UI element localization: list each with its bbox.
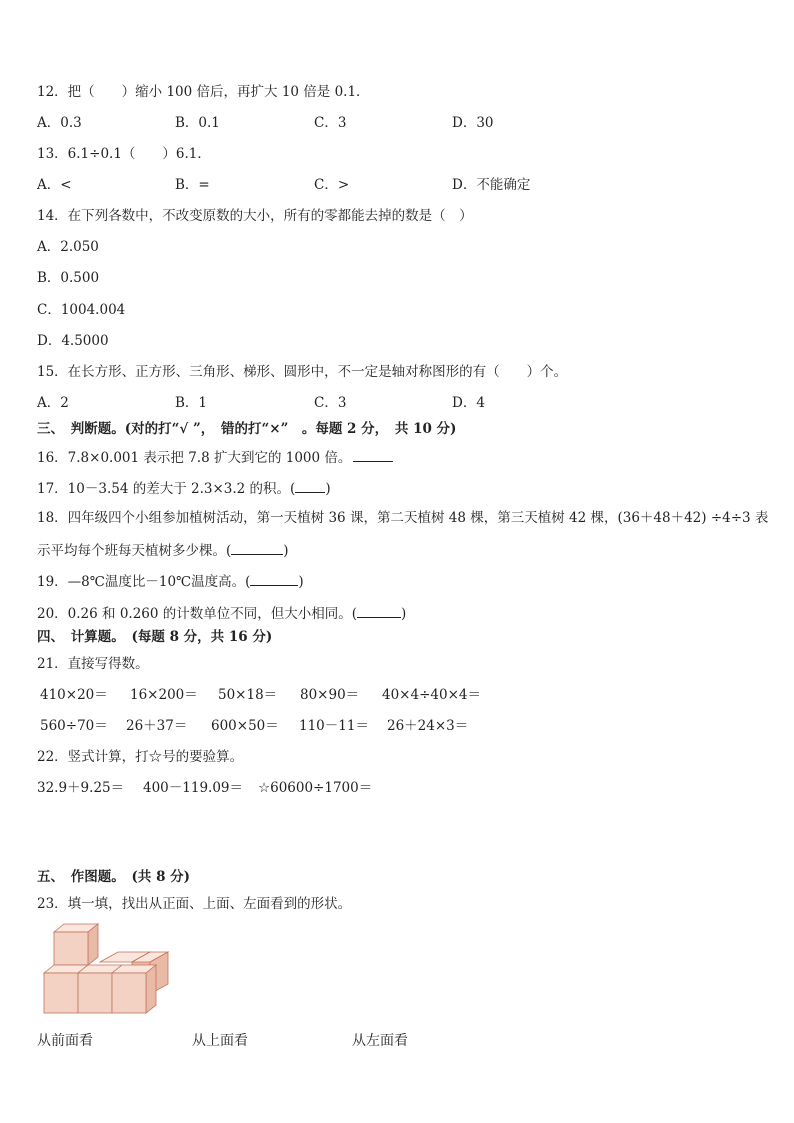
q15-option-a: A．2 bbox=[37, 395, 69, 411]
q21-item: 600×50＝ bbox=[211, 718, 279, 734]
q20-answer-blank[interactable] bbox=[357, 603, 401, 618]
q21-item: 560÷70＝ bbox=[40, 718, 108, 734]
q21-item: 26＋37＝ bbox=[126, 718, 188, 734]
q20-text bbox=[37, 603, 406, 623]
q22-item: 32.9＋9.25＝ bbox=[37, 780, 125, 796]
q12-option-b: B．0.1 bbox=[175, 115, 220, 131]
left-view-label: 从左面看 bbox=[352, 1033, 408, 1049]
q15-option-b: B．1 bbox=[175, 395, 208, 411]
q19-answer-blank[interactable] bbox=[250, 571, 298, 586]
q15-option-d: D．4 bbox=[452, 395, 485, 411]
q17-stem: 17．10－3.54 的差大于 2.3×3.2 的积。( bbox=[37, 481, 296, 497]
q18-line2: 示平均每个班每天植树多少棵。( bbox=[37, 543, 232, 559]
q13-option-b: B．= bbox=[175, 177, 210, 193]
q21-item: 110－11＝ bbox=[299, 718, 369, 734]
q14-stem: 14．在下列各数中，不改变原数的大小，所有的零都能去掉的数是（ ） bbox=[37, 208, 473, 224]
q12-stem: 12．把（ ）缩小 100 倍后，再扩大 10 倍是 0.1． bbox=[37, 84, 370, 100]
top-view-label: 从上面看 bbox=[192, 1033, 248, 1049]
q16-answer-blank[interactable] bbox=[353, 447, 393, 462]
q13-stem: 13．6.1÷0.1（ ）6.1． bbox=[37, 146, 211, 162]
front-view-label: 从前面看 bbox=[37, 1033, 93, 1049]
q16-stem: 16．7.8×0.001 表示把 7.8 扩大到它的 1000 倍。 bbox=[37, 450, 352, 466]
q14-option-a: A．2.050 bbox=[37, 239, 99, 255]
q18-close-paren: ) bbox=[283, 543, 289, 559]
q19-text bbox=[37, 571, 304, 591]
q16-text bbox=[37, 447, 393, 467]
q12-option-a: A．0.3 bbox=[37, 115, 82, 131]
q13-option-d: D．不能确定 bbox=[452, 177, 531, 193]
cube-figure bbox=[40, 922, 180, 1022]
q15-stem: 15．在长方形、正方形、三角形、梯形、圆形中，不一定是轴对称图形的有（ ）个。 bbox=[37, 364, 568, 380]
q20-stem: 20．0.26 和 0.260 的计数单位不同，但大小相同。( bbox=[37, 606, 358, 622]
q14-option-c: C．1004.004 bbox=[37, 302, 126, 318]
q15-option-c: C．3 bbox=[314, 395, 347, 411]
q21-item: 16×200＝ bbox=[130, 687, 198, 703]
q14-option-b: B．0.500 bbox=[37, 270, 100, 286]
q21-item: 50×18＝ bbox=[218, 687, 278, 703]
q13-option-c: C．> bbox=[314, 177, 350, 193]
q12-option-d: D．30 bbox=[452, 115, 494, 131]
q22-item: 400－119.09＝ bbox=[143, 780, 244, 796]
q21-item: 40×4÷40×4＝ bbox=[382, 687, 481, 703]
q21-item: 410×20＝ bbox=[40, 687, 108, 703]
q17-answer-blank[interactable] bbox=[295, 478, 325, 493]
q14-option-d: D．4.5000 bbox=[37, 333, 109, 349]
q17-text bbox=[37, 478, 331, 498]
q12-option-c: C．3 bbox=[314, 115, 347, 131]
q20-close-paren: ) bbox=[401, 606, 407, 622]
q18-line1: 18．四年级四个小组参加植树活动，第一天植树 36 课，第二天植树 48 棵，第三天植树 42 棵，(36＋48＋42) ÷4÷3 表 bbox=[37, 510, 769, 526]
section-4-heading: 四、 计算题。 (每题 8 分，共 16 分) bbox=[37, 629, 273, 645]
cube-front-3 bbox=[112, 965, 156, 1013]
q19-stem: 19．—8℃温度比－10℃温度高。( bbox=[37, 574, 251, 590]
q23-stem: 23．填一填，找出从正面、上面、左面看到的形状。 bbox=[37, 896, 352, 912]
q17-close-paren: ) bbox=[325, 481, 331, 497]
section-5-heading: 五、 作图题。 (共 8 分) bbox=[37, 869, 191, 885]
q18-line2-wrap bbox=[37, 540, 289, 560]
section-3-heading: 三、 判断题。(对的打“√ ”， 错的打“×” 。每题 2 分， 共 10 分) bbox=[37, 421, 457, 437]
q22-stem: 22．竖式计算，打☆号的要验算。 bbox=[37, 749, 244, 765]
q21-stem: 21．直接写得数。 bbox=[37, 656, 149, 672]
q19-close-paren: ) bbox=[298, 574, 304, 590]
q13-option-a: A．< bbox=[37, 177, 72, 193]
q21-item: 26＋24×3＝ bbox=[387, 718, 469, 734]
q18-answer-blank[interactable] bbox=[231, 540, 283, 555]
cube-top bbox=[54, 924, 98, 965]
q22-item: ☆60600÷1700＝ bbox=[258, 780, 373, 796]
q21-item: 80×90＝ bbox=[300, 687, 360, 703]
